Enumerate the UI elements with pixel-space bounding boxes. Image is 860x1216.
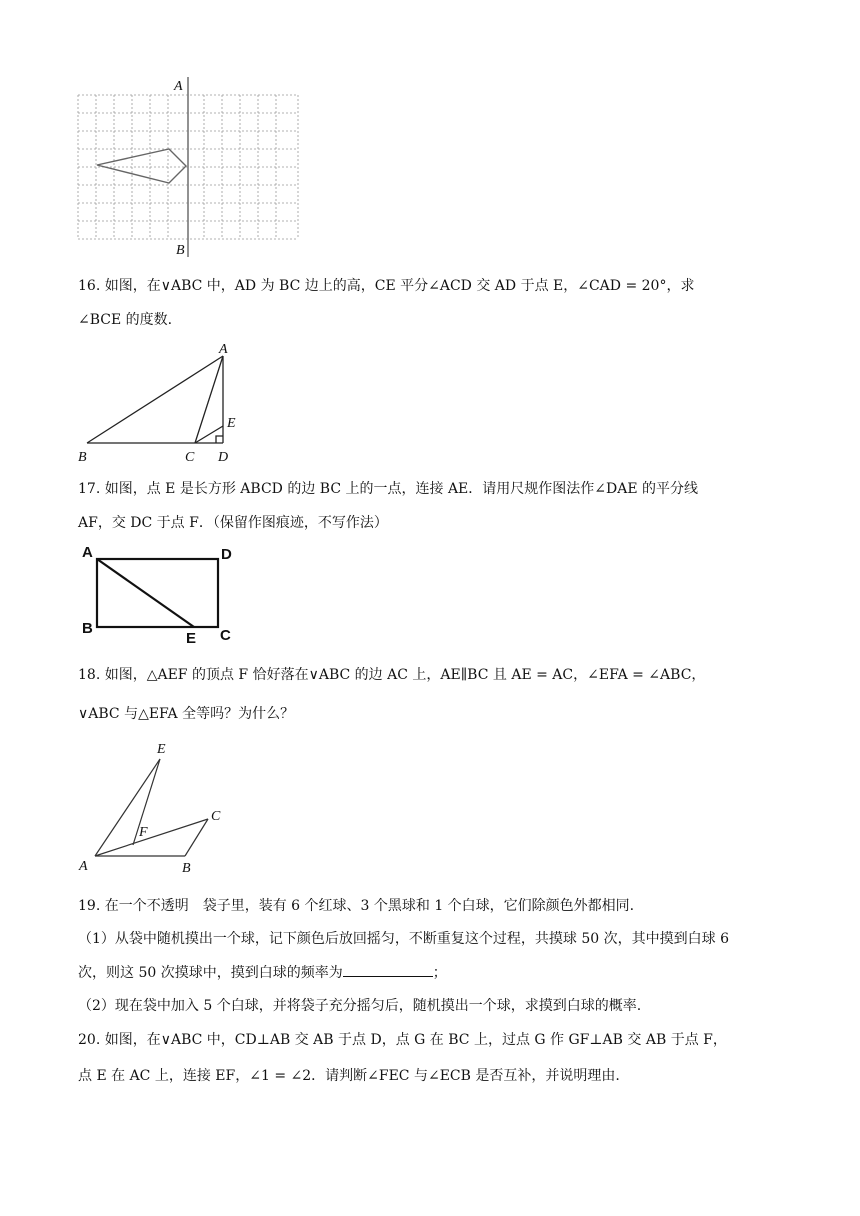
q18-label-b: B: [182, 861, 191, 876]
q16-label-a: A: [219, 342, 228, 357]
q17-label-c: C: [220, 627, 231, 644]
q19-text-line2: （1）从袋中随机摸出一个球，记下颜色后放回摇匀，不断重复这个过程，共摸球 50 次，其中摸到白球 6: [78, 931, 729, 947]
q17-label-a: A: [82, 544, 93, 561]
q19-line3-suffix: ；: [432, 965, 447, 981]
q17-label-e: E: [186, 630, 197, 647]
q17-label-b: B: [82, 620, 93, 637]
q18-label-a: A: [79, 859, 88, 874]
q19-text-line3: [78, 962, 447, 983]
q16-label-d: D: [218, 450, 229, 465]
q20-text-line2: 点 E 在 AC 上，连接 EF，∠1 = ∠2．请判断∠FEC 与∠ECB 是否互补，并说明理由.: [78, 1068, 620, 1084]
q19-text-line4: （2）现在袋中加入 5 个白球，并将袋子充分摇匀后，随机摸出一个球，求摸到白球的概率.: [78, 998, 642, 1014]
axis-label-a: A: [174, 79, 183, 94]
q18-triangles-figure: [75, 738, 235, 878]
q16-label-e: E: [227, 416, 236, 431]
q18-label-e: E: [157, 742, 166, 757]
axis-label-b: B: [176, 243, 185, 258]
q18-label-f: F: [139, 825, 148, 840]
q17-label-d: D: [221, 546, 232, 563]
q20-text-line1: 20. 如图，在∨ABC 中，CD⊥AB 交 AB 于点 D，点 G 在 BC 上，过点 G 作 GF⊥AB 交 AB 于点 F，: [78, 1032, 727, 1048]
q19-line3-prefix: 次，则这 50 次摸球中，摸到白球的频率为: [78, 965, 343, 981]
grid-kite-figure: [70, 75, 310, 260]
q17-rectangle-figure: [78, 542, 248, 647]
q18-text-line2: ∨ABC 与△EFA 全等吗？为什么？: [78, 706, 295, 722]
kite-shape: [97, 149, 186, 183]
q16-text-line1: 16. 如图，在∨ABC 中，AD 为 BC 边上的高，CE 平分∠ACD 交 AD 于点 E，∠CAD = 20°，求: [78, 278, 695, 294]
q19-text-line1: 19. 在一个不透明 袋子里，装有 6 个红球、3 个黑球和 1 个白球，它们除颜色外都相同.: [78, 898, 635, 914]
q17-text-line2: AF，交 DC 于点 F．（保留作图痕迹，不写作法）: [78, 515, 388, 531]
q18-label-c: C: [211, 809, 221, 824]
answer-blank[interactable]: [343, 962, 433, 977]
q16-label-c: C: [185, 450, 195, 465]
q16-triangle-figure: [75, 338, 255, 468]
q16-label-b: B: [78, 450, 87, 465]
q17-text-line1: 17. 如图，点 E 是长方形 ABCD 的边 BC 上的一点，连接 AE．请用尺规作图法作∠DAE 的平分线: [78, 481, 699, 497]
q16-text-line2: ∠BCE 的度数.: [78, 312, 173, 328]
q18-text-line1: 18. 如图，△AEF 的顶点 F 恰好落在∨ABC 的边 AC 上，AE∥BC 且 AE = AC，∠EFA = ∠ABC，: [78, 667, 706, 683]
